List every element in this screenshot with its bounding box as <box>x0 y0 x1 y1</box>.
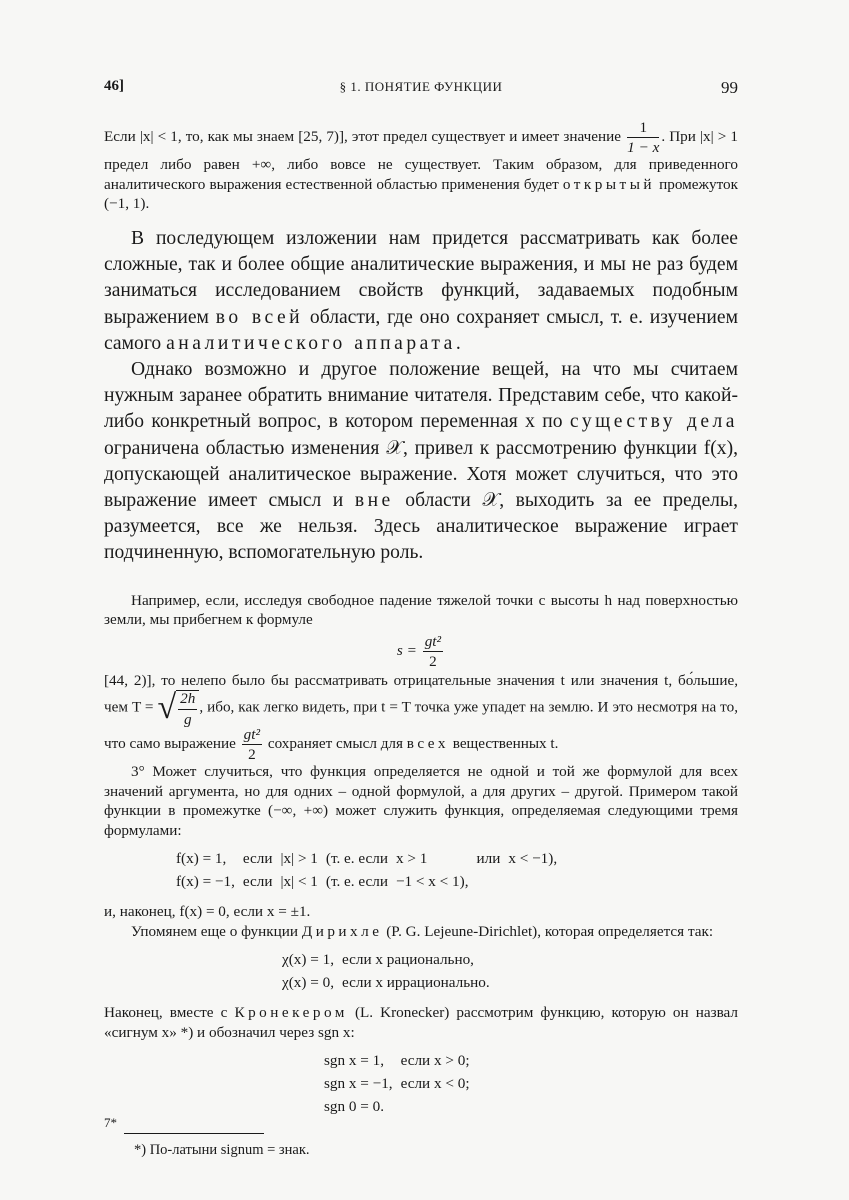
formula-sgn <box>324 1050 738 1119</box>
page-number: 99 <box>721 78 738 97</box>
formula-dirichlet <box>282 949 738 995</box>
section-ref: 46] <box>104 78 124 94</box>
formula-row: sgn x = −1, если x < 0; <box>324 1075 470 1093</box>
paragraph-4: Например, если, исследуя свободное падение тяжелой точки с высоты h над поверхностью земли, мы прибегнем к формуле <box>104 591 738 629</box>
paragraph-7: и, наконец, f(x) = 0, если x = ±1. <box>104 903 311 921</box>
formula-row: f(x) = 1, если |x| > 1 (т. е. если x > 1 или x < −1), <box>176 850 558 868</box>
paragraph-5: [44, 2)], то нелепо было бы рассматривать отрицательные значения t или значения t, бо́льшие, чем T = √ $\frac{2h}{g}$ , ибо, как легко видеть, при t = T точка уже упадет на землю. И это несмотря на то, что само выражение $\frac{\text{gt²}}{2}$ сохраняет смысл для всех вещественных t. <box>104 671 738 764</box>
paragraph-6: 3° Может случиться, что функция определяется не одной и той же формулой для всех значений аргумента, но для одних – одной формулой, а для других – другой. Примером такой функции в промежутке (−∞, +∞) может служить функция, определяемая следующими тремя формулами: <box>104 763 738 839</box>
formula-row: f(x) = −1, если |x| < 1 (т. е. если −1 < x < 1), <box>176 873 469 891</box>
formula-row: sgn x = 1, если x > 0; <box>324 1052 470 1070</box>
formula-row: χ(x) = 0, если x иррационально. <box>282 974 490 992</box>
signature-mark: 7* <box>104 1115 117 1130</box>
paragraph-1: Если |x| < 1, то, как мы знаем [25, 7)], этот предел существует и имеет значение $\frac{1}{1 - x}$ . При |x| > 1 предел либо равен +∞, либо вовсе не существует. Таким образом, для приведенного аналитического выражения естественной областью применения будет открытый промежуток (−1, 1). <box>104 119 739 213</box>
running-title: § 1. ПОНЯТИЕ ФУНКЦИИ <box>339 79 503 94</box>
sqrt-formula: √ $\frac{2h}{g}$ <box>157 690 199 726</box>
formula-system-1 <box>176 848 738 894</box>
footnote-divider <box>124 1133 264 1134</box>
formula-row: sgn 0 = 0. <box>324 1098 385 1116</box>
formula-free-fall: s = $\frac{\text{gt²}}{2}$ <box>396 632 442 670</box>
paragraph-3: Однако возможно и другое положение вещей, на что мы считаем нужным заранее обратить внимание читателя. Представим себе, что какой-либо конкретный вопрос, в котором переменная x по существу дела ограничена областью изменения 𝒳, привел к рассмотрению функции f(x), допускающей аналитическое выражение. Хотя может случиться, что это выражение имеет смысл и вне области 𝒳, выходить за ее пределы, разумеется, все же нельзя. Здесь аналитическое выражение играет подчиненную, вспомогательную роль. <box>104 358 738 564</box>
formula-row: χ(x) = 1, если x рационально, <box>282 951 474 969</box>
fraction: $\frac{1}{1 - x}$ <box>627 119 660 157</box>
footnote: *) По-латыни signum = знак. <box>134 1142 310 1159</box>
paragraph-8: Упомянем еще о функции Дирихле (P. G. Lejeune-Dirichlet), которая определяется так: <box>131 922 714 940</box>
paragraph-9: Наконец, вместе с Кронекером (L. Kronecker) рассмотрим функцию, которую он назвал «сигнум x» *) и обозначил через sgn x: <box>104 1004 738 1041</box>
paragraph-2: В последующем изложении нам придется рассматривать как более сложные, так и более общие аналитические выражения, и мы не раз будем заниматься исследованием свойств функций, задаваемых подобным выражением во всей области, где оно сохраняет смысл, т. е. изучением самого аналитического аппарата. <box>104 227 738 354</box>
running-header <box>104 78 738 100</box>
page <box>104 78 738 1159</box>
